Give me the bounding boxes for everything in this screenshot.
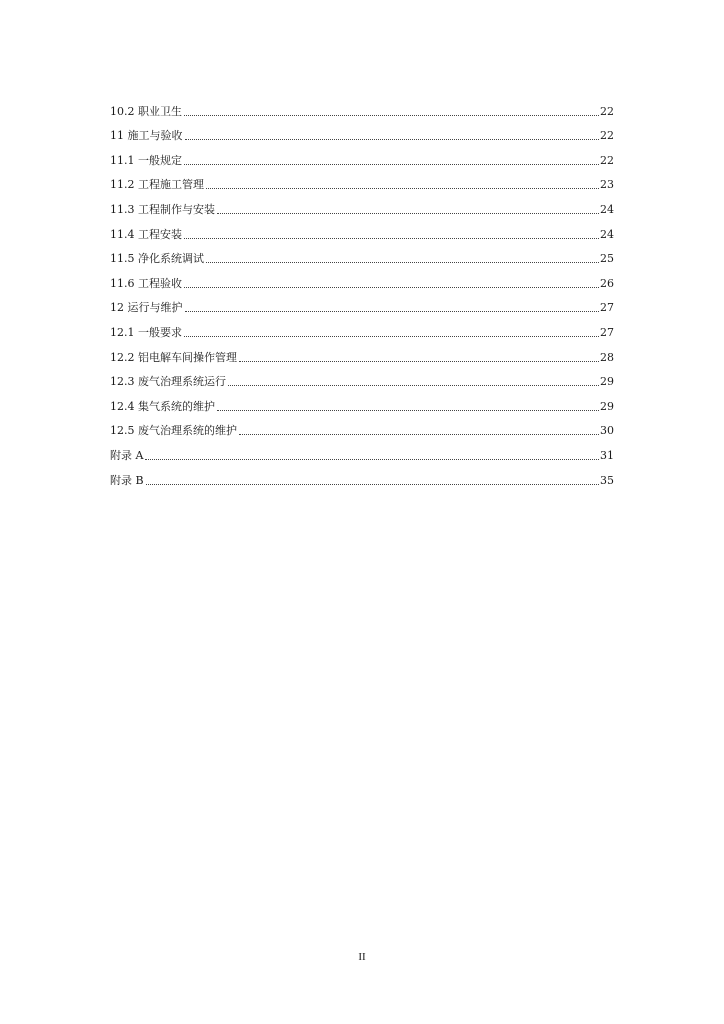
toc-entry[interactable]	[110, 340, 614, 365]
toc-entry-title: 12.3 废气治理系统运行	[110, 375, 226, 389]
toc-entry[interactable]	[110, 463, 614, 488]
toc-entry[interactable]	[110, 94, 614, 119]
toc-dot-leader	[206, 261, 599, 263]
toc-entry-page: 29	[600, 375, 614, 389]
toc-dot-leader	[185, 310, 600, 312]
toc-dot-leader	[185, 138, 600, 140]
toc-entry-title: 11.2 工程施工管理	[110, 178, 204, 192]
toc-entry-page: 22	[600, 129, 614, 143]
toc-entry[interactable]	[110, 365, 614, 390]
table-of-contents	[110, 94, 614, 488]
toc-entry-title: 11.5 净化系统调试	[110, 252, 204, 266]
toc-entry[interactable]	[110, 143, 614, 168]
toc-entry-title: 10.2 职业卫生	[110, 104, 182, 118]
toc-entry-page: 27	[600, 301, 614, 315]
toc-entry-title: 附录 A	[110, 448, 144, 462]
toc-entry-title: 12.2 铝电解车间操作管理	[110, 350, 237, 364]
toc-entry-title: 11.6 工程验收	[110, 276, 182, 290]
toc-entry-page: 31	[600, 448, 614, 462]
toc-entry[interactable]	[110, 438, 614, 463]
toc-entry-page: 23	[600, 178, 614, 192]
toc-entry[interactable]	[110, 291, 614, 316]
toc-entry-title: 12.1 一般要求	[110, 325, 182, 339]
toc-entry-title: 附录 B	[110, 473, 144, 487]
toc-dot-leader	[217, 409, 599, 411]
toc-entry[interactable]	[110, 389, 614, 414]
toc-entry[interactable]	[110, 315, 614, 340]
toc-entry-page: 26	[600, 276, 614, 290]
toc-entry-title: 11.1 一般规定	[110, 153, 182, 167]
toc-entry-page: 27	[600, 325, 614, 339]
toc-entry-page: 35	[600, 473, 614, 487]
toc-dot-leader	[145, 458, 599, 460]
page-number: II	[358, 951, 366, 963]
toc-entry[interactable]	[110, 168, 614, 193]
toc-entry[interactable]	[110, 119, 614, 144]
toc-dot-leader	[217, 212, 599, 214]
toc-entry[interactable]	[110, 242, 614, 267]
toc-entry-page: 29	[600, 399, 614, 413]
toc-dot-leader	[184, 163, 599, 165]
toc-entry-page: 22	[600, 104, 614, 118]
toc-entry-title: 12.5 废气治理系统的维护	[110, 424, 237, 438]
toc-dot-leader	[239, 360, 599, 362]
toc-dot-leader	[239, 433, 599, 435]
toc-entry[interactable]	[110, 217, 614, 242]
toc-entry-title: 11.3 工程制作与安装	[110, 202, 215, 216]
toc-entry-title: 12 运行与维护	[110, 301, 183, 315]
toc-entry-page: 28	[600, 350, 614, 364]
toc-dot-leader	[146, 483, 599, 485]
toc-dot-leader	[184, 335, 599, 337]
toc-entry-page: 24	[600, 202, 614, 216]
toc-dot-leader	[184, 237, 599, 239]
toc-entry-title: 12.4 集气系统的维护	[110, 399, 215, 413]
toc-dot-leader	[206, 187, 599, 189]
toc-entry-page: 22	[600, 153, 614, 167]
toc-dot-leader	[184, 286, 599, 288]
toc-entry-page: 25	[600, 252, 614, 266]
toc-entry[interactable]	[110, 414, 614, 439]
toc-entry[interactable]	[110, 266, 614, 291]
toc-entry-page: 24	[600, 227, 614, 241]
toc-entry-title: 11.4 工程安装	[110, 227, 182, 241]
toc-dot-leader	[184, 114, 599, 116]
toc-entry[interactable]	[110, 192, 614, 217]
toc-entry-page: 30	[600, 424, 614, 438]
toc-dot-leader	[228, 384, 599, 386]
toc-entry-title: 11 施工与验收	[110, 129, 183, 143]
